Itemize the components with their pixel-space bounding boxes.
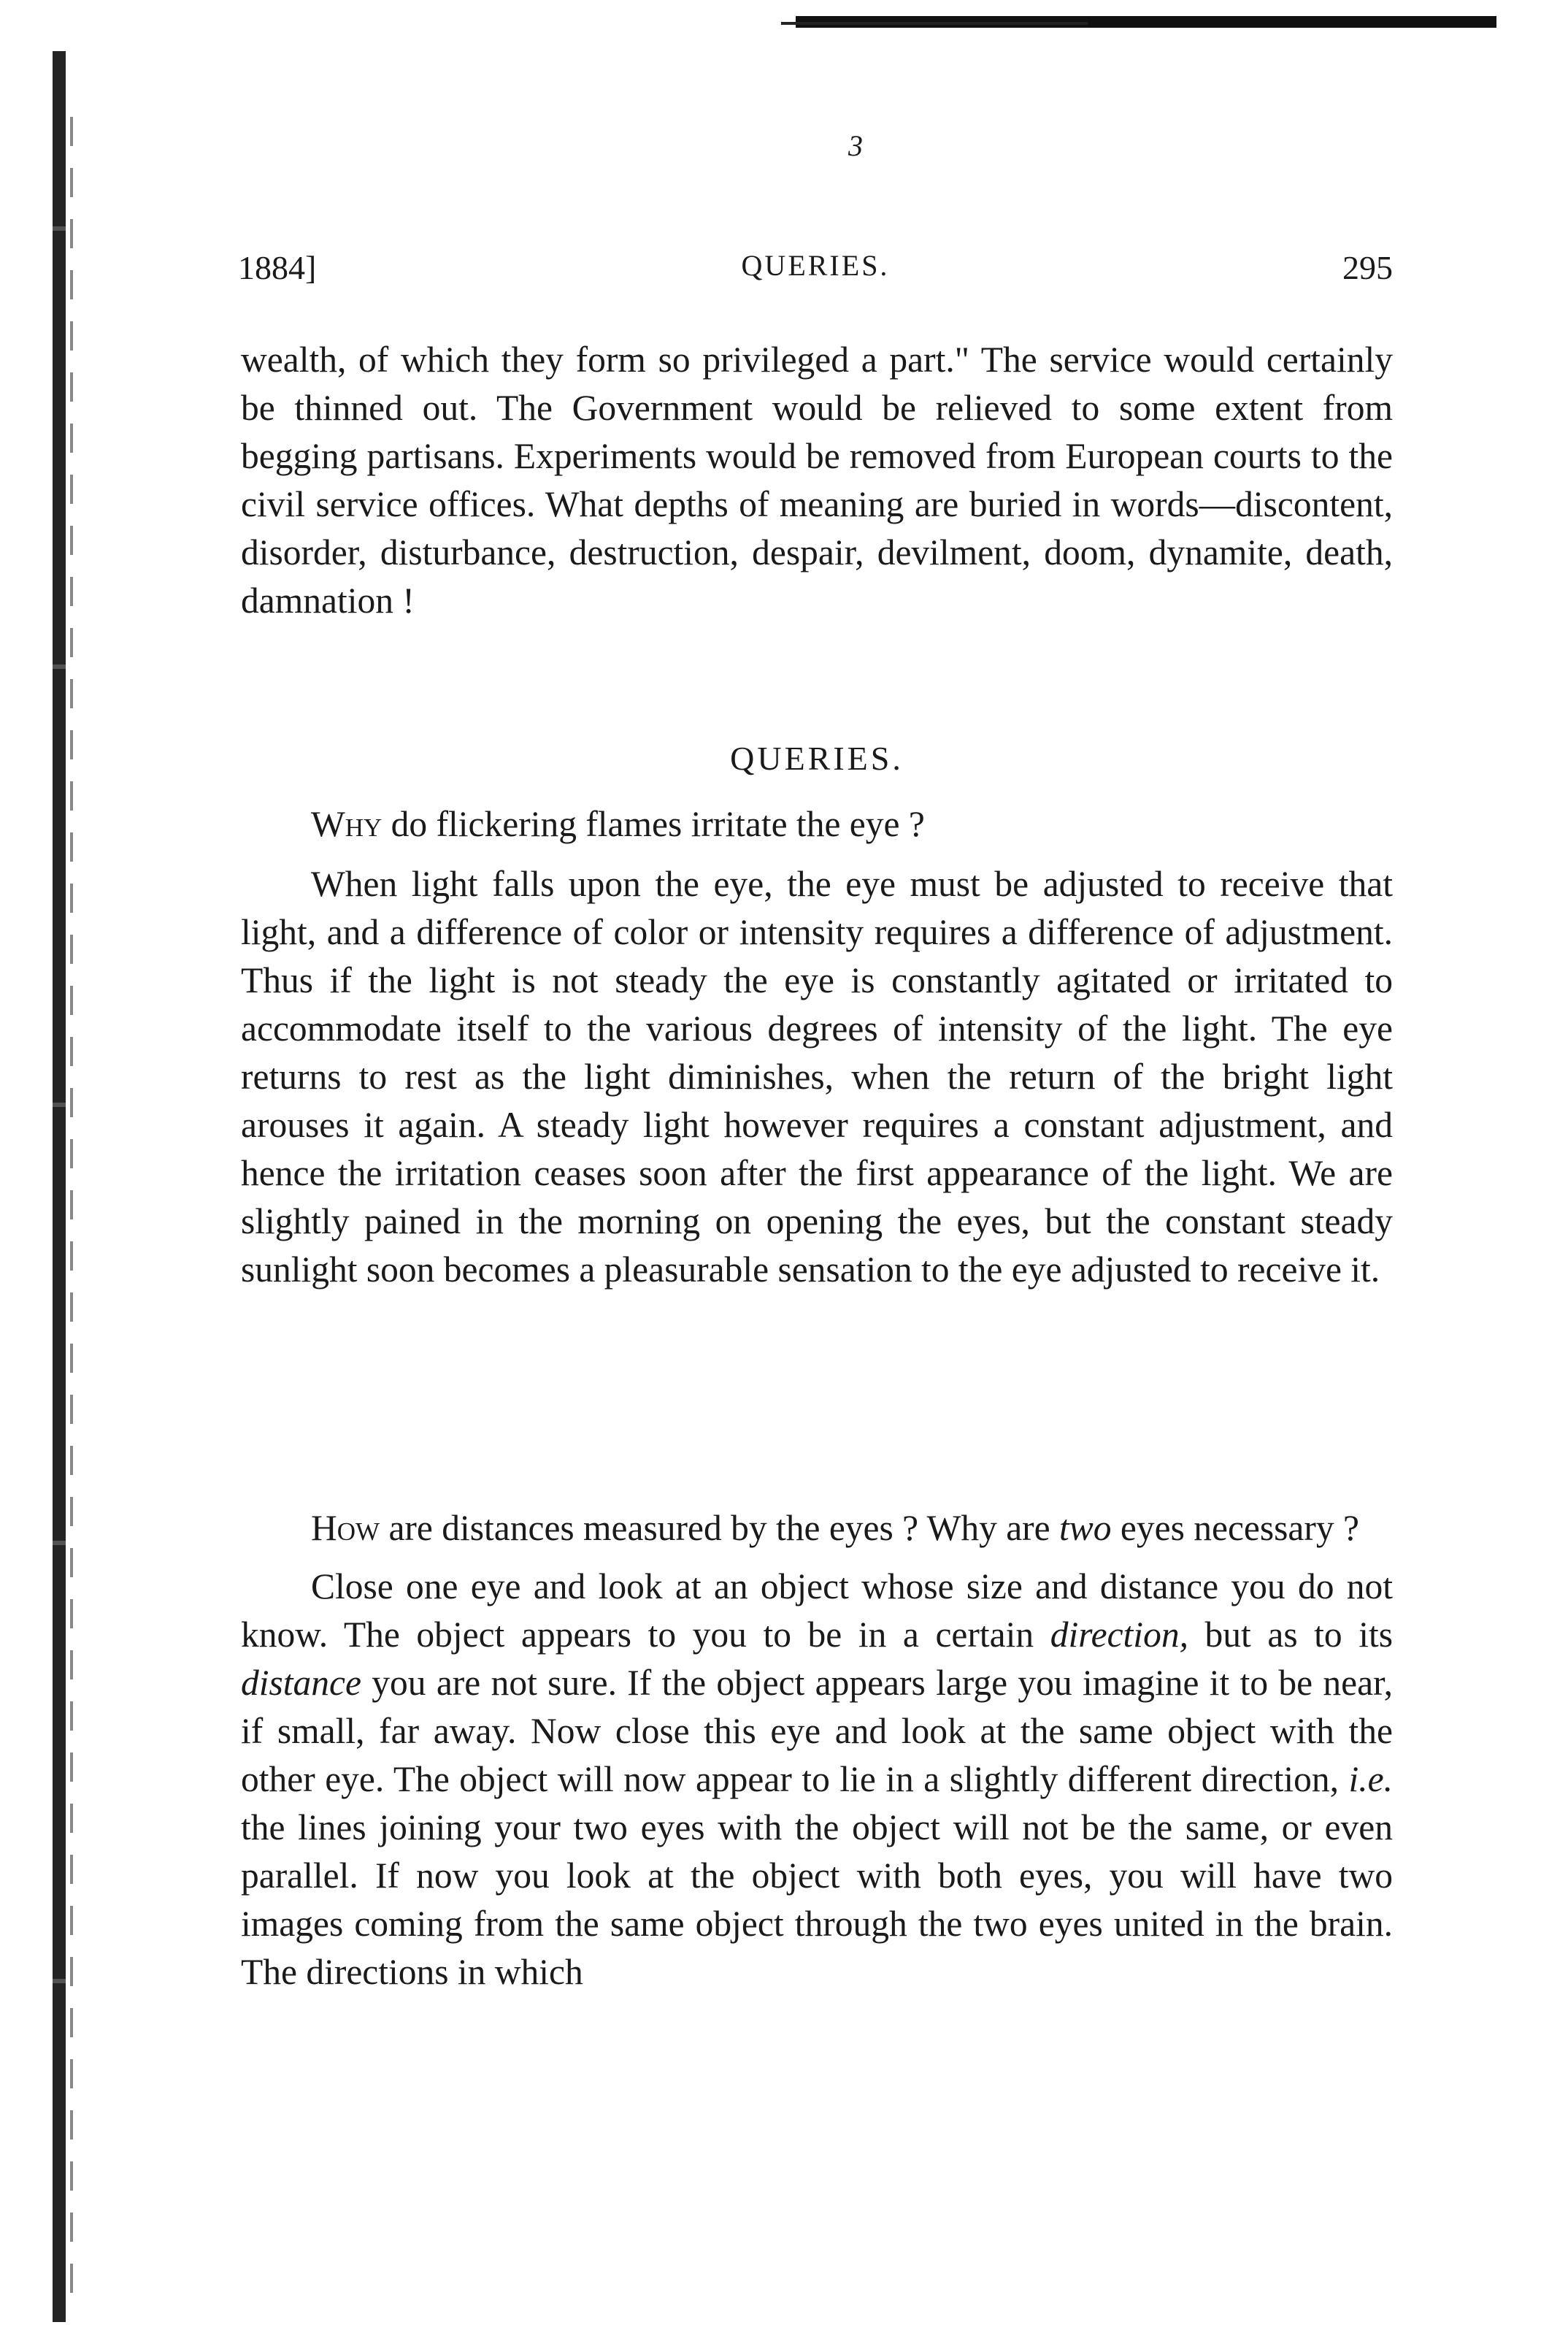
query-1-answer: When light falls upon the eye, the eye must be adjusted to receive that light, and a difference of color or intensity requires a difference of adjustment. Thus if the light is not steady the eye is constantly agitated or irritated to accommodate itself to the various degrees of intensity of the light. The eye returns to rest as the light diminishes, when the return of the bright light arouses it again. A steady light however requires a constant adjustment, and hence the irritation ceases soon after the first appearance of the light. We are slightly pained in the morning on opening the eyes, but the constant steady sunlight soon becomes a pleasurable sensation to the eye adjusted to receive it. [241, 864, 1393, 1290]
page-number: 295 [1342, 249, 1393, 286]
query-2-question-italic: two [1059, 1508, 1112, 1548]
query-2-lead-word: How [311, 1508, 380, 1548]
scan-edge-top [796, 10, 1496, 28]
query-2 [241, 1504, 1393, 1996]
folio-mark: 3 [848, 129, 863, 162]
running-head [238, 248, 1393, 292]
section-heading: QUERIES. [730, 740, 904, 777]
query-2-answer-text-1: Close one eye and look at an object whose size and distance you do not know. The object appears to you to be in a certain [241, 1566, 1393, 1655]
query-1 [241, 800, 1393, 1294]
query-1-lead-word: Why [311, 804, 383, 844]
query-1-question-text: do flickering flames irritate the eye ? [382, 804, 925, 844]
scan-binding-shadow [70, 117, 73, 2293]
scan-binding-edge [53, 51, 66, 2322]
query-2-answer-text-4: the lines joining your two eyes with the object will not be the same, or even parallel. If now you look at the object with both eyes, you will have two images coming from the same object through the two eyes united in the brain. The directions in which [241, 1807, 1393, 1992]
query-2-answer-text-2: but as to its [1188, 1614, 1393, 1655]
continued-paragraph-text: wealth, of which they form so privileged a part." The service would certainly be thinned out. The Government would be relieved to some extent from begging partisans. Experiments would be removed from European courts to the civil service offices. What depths of meaning are buried in words—discontent, disorder, disturbance, destruction, despair, devilment, doom, dynamite, death, damnation ! [241, 340, 1393, 621]
running-head-title: QUERIES. [741, 249, 890, 282]
query-2-question-text-2: eyes necessary ? [1111, 1508, 1359, 1548]
query-2-answer [241, 1563, 1393, 1996]
query-2-question-text-1: are distances measured by the eyes ? Why are [380, 1508, 1059, 1548]
query-2-answer-italic-2: distance [241, 1663, 361, 1703]
query-2-question [241, 1504, 1393, 1552]
query-1-question [241, 800, 1393, 848]
continued-paragraph [241, 336, 1393, 625]
query-2-answer-italic-3: i.e. [1348, 1759, 1393, 1799]
query-2-answer-text-3: you are not sure. If the object appears large you imagine it to be near, if small, far away. Now close this eye and look at the same object with the other eye. The object will now appear to lie in a slightly different direction, [241, 1663, 1393, 1799]
running-head-year: 1884] [238, 249, 317, 286]
query-2-answer-italic-1: direction, [1050, 1614, 1188, 1655]
